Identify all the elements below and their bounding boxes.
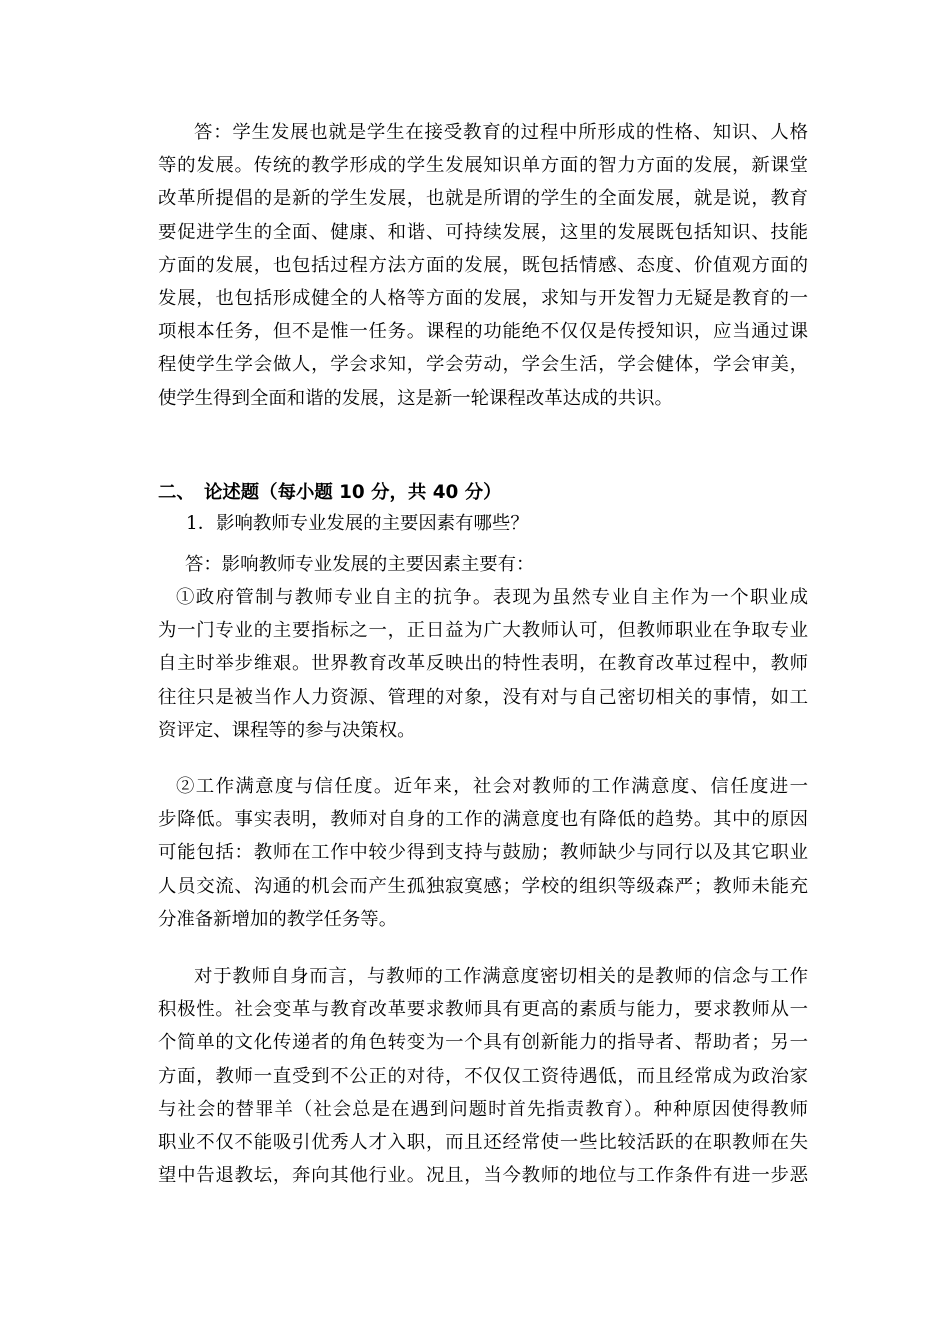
text-line: 自主时举步维艰。世界教育改革反映出的特性表明，在教育改革过程中，教师 <box>158 653 808 675</box>
text-line: 积极性。社会变革与教育改革要求教师具有更高的素质与能力，要求教师从一 <box>158 999 808 1021</box>
text-line: 望中告退教坛，奔向其他行业。况且，当今教师的地位与工作条件有进一步恶 <box>158 1165 808 1187</box>
text-line: 为一门专业的主要指标之一，正日益为广大教师认可，但教师职业在争取专业 <box>158 620 808 642</box>
text-line: 发展，也包括形成健全的人格等方面的发展，求知与开发智力无疑是教育的一 <box>158 287 808 309</box>
text-line: 要促进学生的全面、健康、和谐、可持续发展，这里的发展既包括知识、技能 <box>158 221 808 243</box>
text-line: 职业不仅不能吸引优秀人才入职，而且还经常使一些比较活跃的在职教师在失 <box>158 1131 808 1153</box>
text-line: 改革所提倡的是新的学生发展，也就是所谓的学生的全面发展，就是说，教育 <box>158 188 808 210</box>
text-line: 个简单的文化传递者的角色转变为一个具有创新能力的指导者、帮助者；另一 <box>158 1032 808 1054</box>
answer-point-2 <box>158 770 808 936</box>
text-line: 与社会的替罪羊（社会总是在遇到问题时首先指责教育）。种种原因使得教师 <box>158 1098 808 1120</box>
text-line: ②工作满意度与信任度。近年来，社会对教师的工作满意度、信任度进一 <box>176 776 808 797</box>
text-line: 可能包括：教师在工作中较少得到支持与鼓励；教师缺少与同行以及其它职业 <box>158 842 808 864</box>
text-line: ①政府管制与教师专业自主的抗争。表现为虽然专业自主作为一个职业成 <box>176 587 808 608</box>
text-line: 资评定、课程等的参与决策权。 <box>158 719 416 741</box>
section-heading <box>158 478 808 508</box>
text-line: 等的发展。传统的教学形成的学生发展知识单方面的智力方面的发展，新课堂 <box>158 155 808 177</box>
text-line: 程使学生学会做人，学会求知，学会劳动，学会生活，学会健体，学会审美， <box>158 354 808 376</box>
text-line: 方面，教师一直受到不公正的对待，不仅仅工资待遇低，而且经常成为政治家 <box>158 1065 808 1087</box>
answer-lead <box>158 548 808 581</box>
answer-intro-paragraph <box>158 116 808 415</box>
text-line: 步降低。事实表明，教师对自身的工作的满意度也有降低的趋势。其中的原因 <box>158 809 808 831</box>
text-line: 答：学生发展也就是学生在接受教育的过程中所形成的性格、知识、人格 <box>194 122 808 143</box>
text-line: 分准备新增加的教学任务等。 <box>158 908 398 930</box>
text-line: 往往只是被当作人力资源、管理的对象，没有对与自己密切相关的事情，如工 <box>158 686 808 708</box>
section-number: 二、 <box>158 482 195 503</box>
text-line: 方面的发展，也包括过程方法方面的发展，既包括情感、态度、价值观方面的 <box>158 254 808 276</box>
text-line: 使学生得到全面和谐的发展，这是新一轮课程改革达成的共识。 <box>158 387 673 409</box>
section-title: 论述题（每小题 10 分，共 40 分） <box>204 482 502 503</box>
text-line: 答：影响教师专业发展的主要因素主要有： <box>185 554 535 575</box>
answer-paragraph-3 <box>158 960 808 1192</box>
text-line: 项根本任务，但不是惟一任务。课程的功能绝不仅仅是传授知识，应当通过课 <box>158 321 808 343</box>
text-line: 人员交流、沟通的机会而产生孤独寂寞感；学校的组织等级森严；教师未能充 <box>158 875 808 897</box>
text-line: 对于教师自身而言，与教师的工作满意度密切相关的是教师的信念与工作 <box>194 966 808 987</box>
question-text: 1．影响教师专业发展的主要因素有哪些？ <box>186 513 529 534</box>
answer-point-1 <box>158 581 808 747</box>
